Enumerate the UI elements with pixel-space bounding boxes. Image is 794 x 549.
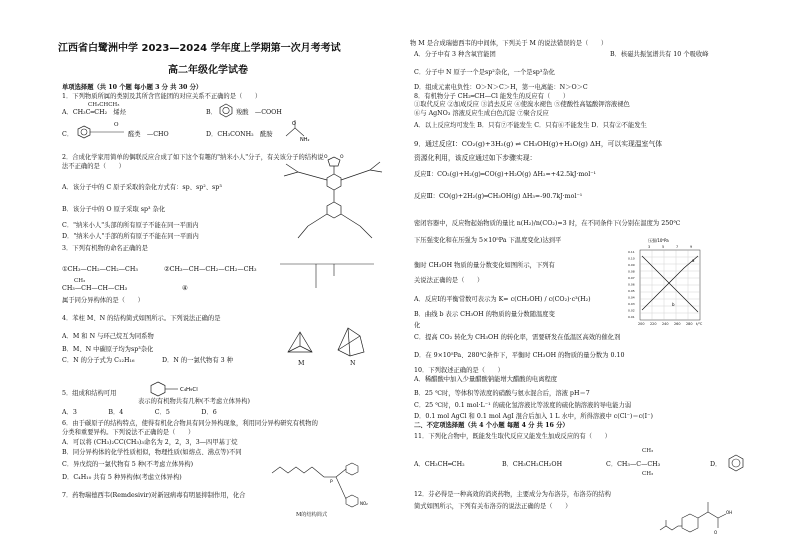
prismane-structures-figure — [278, 322, 378, 362]
methanol-fraction-graph — [626, 236, 706, 326]
q3-tail: 属于同分异构体的是（ ） — [62, 297, 144, 304]
q8-reactions-cont: ⑥与 AgNO₃ 溶液反应生成白色沉淀 ⑦聚合反应 — [414, 110, 549, 117]
graph-y-tick: 0.03 — [628, 302, 635, 306]
compound-m-caption: M的结构简式 — [296, 512, 328, 518]
q6-option-a: A．可以将 (CH₃)₂CC(CH₃)₃命名为 2，2，3，3—四甲基丁烷 — [62, 439, 238, 446]
q3-item-4: ④ — [182, 285, 188, 292]
question-2: 2．合成化学家用简单的偶联反应合成了如下这个有趣的"纳米小人"分子，有关该分子的结构说 — [62, 154, 324, 161]
q8-options: A．以上反应均可发生 B．只有⑦不能发生 C．只有⑥不能发生 D．只有②不能发生 — [414, 122, 647, 129]
branched-alkane-figure — [276, 252, 380, 298]
right-column — [410, 0, 780, 549]
graph-top-tick: 7 — [676, 245, 679, 249]
q9-conditions-3: 衡时 CH₃OH 物质的量分数变化如图所示，下列有 — [414, 262, 555, 269]
graph-x-tick: 200 — [638, 322, 645, 326]
q4-option-b: B．M、N 中碳原子均为sp³杂化 — [62, 346, 154, 353]
ester-structure-icon — [76, 124, 126, 140]
amide-structure-icon — [282, 118, 308, 142]
q11-option-b: B．CH₃CH₂CH₂OH — [502, 461, 563, 468]
q1-option-d: D．CH₃CONH₂ 酰胺 — [206, 131, 273, 138]
q4-option-d: D．N 的一氯代物有 3 种 — [162, 357, 233, 364]
graph-x-unit: t/℃ — [696, 322, 703, 326]
question-9: 9．通过反应Ⅰ：CO₂(g)+3H₂(g) ⇌ CH₃OH(g)+H₂O(g) ΔH，可以实现温室气体 — [414, 140, 663, 148]
ibuprofen-structure-figure — [656, 494, 740, 540]
graph-top-label: 压强/10⁵Pa — [648, 238, 669, 243]
q7-option-d: D．组成元素电负性：O＞N＞C＞H，第一电离能：N＞O＞C — [414, 84, 588, 91]
q4-label-m: M — [298, 360, 305, 367]
q3-item-1: ①CH₃—CH₂—CH₂—CH₃ — [62, 266, 138, 273]
q2-option-b: B．该分子中的 O 原子采取 sp³ 杂化 — [62, 206, 166, 213]
question-8: 8．有机物分子 CH₂═CH—Cl 能发生的反应有（ ） — [414, 93, 570, 100]
graph-x-tick: 240 — [662, 322, 669, 326]
graph-x-tick: 260 — [674, 322, 681, 326]
q9-option-a: A．反应Ⅰ的平衡常数可表示为 K= c(CH₃OH) / c(CO₂)·c³(H₂) — [414, 296, 591, 303]
graph-y-tick: 0.07 — [628, 276, 635, 280]
question-4: 4．苯柱 M、N 的结构简式如图所示。下列说法正确的是 — [62, 315, 221, 322]
section-2-heading: 二、不定项选择题（共 4 个小题 每题 4 分 共 16 分） — [414, 422, 569, 429]
q9-conditions-1: 密闭容器中，反应物起始物质的量比 n(H₂)/n(CO₂)=3 时，在不同条件下(分别在温度为 250℃ — [414, 220, 681, 227]
svg-text:O: O — [714, 530, 718, 535]
benzene-ring-icon — [218, 103, 234, 117]
q6-option-c: C．异戊烷的一氯代物有 5 种(不考虑立体异构) — [62, 461, 194, 468]
graph-y-tick: 0.09 — [628, 263, 635, 267]
question-10: 10．下列叙述正确的是（ ） — [414, 367, 504, 374]
curve-b-label: b — [672, 302, 675, 307]
q4-option-c: C．N 的分子式为 C₁₂H₁₆ — [62, 357, 135, 364]
q4-label-n: N — [350, 360, 356, 367]
graph-y-tick: 0.05 — [628, 289, 635, 293]
question-2-cont: 法不正确的是（ ） — [62, 163, 125, 170]
q2-option-d: D．"纳米小人"手部的所有原子不能在同一平面内 — [62, 233, 199, 240]
curve-a-label: a — [692, 258, 695, 263]
q10-option-c: C．25 ℃时，0.1 mol·L⁻¹ 的硫化氢溶液比等浓度的硫化钠溶液的导电能力弱 — [414, 402, 632, 409]
q9-reaction-3: 反应Ⅲ：CO(g)+2H₂(g)═CH₃OH(g) ΔH₃=-90.7kJ·mol⁻¹ — [414, 193, 583, 200]
graph-y-tick: 0.02 — [628, 308, 635, 313]
q1-c-carbonyl: O — [114, 122, 119, 128]
q4-option-a: A．M 和 N 与环己烷互为同系物 — [62, 333, 154, 340]
q9-option-b-cont: 化 — [414, 322, 421, 329]
svg-text:C₄H₉Cl: C₄H₉Cl — [180, 387, 198, 393]
q10-option-a: A．稀醋酸中加入少量醋酸钠能增大醋酸的电离程度 — [414, 376, 558, 383]
graph-y-tick: 0.08 — [628, 269, 635, 274]
q9-conditions-2: 下压强变化和在压强为 5×10⁵Pa 下温度变化)达到平 — [414, 237, 562, 244]
q3-item-3-branch: CH₃ — [74, 278, 86, 284]
svg-text:NH₂: NH₂ — [300, 137, 310, 143]
question-5-cont: 表示的有机物共有几种(不考虑立体异构) — [138, 398, 250, 405]
q1-option-c: C． — [62, 131, 74, 138]
q5-options: A．3 B．4 C．5 D．6 — [62, 409, 217, 416]
q7-option-b: B．核磁共振氢谱共有 10 个吸收峰 — [610, 51, 709, 58]
graph-top-tick: 5 — [662, 245, 665, 249]
q11-option-a: A．CH₃CH═CH₂ — [414, 461, 465, 468]
curve-b — [642, 256, 698, 312]
q7-option-a: A．分子中有 3 种含氧官能团 — [414, 51, 496, 58]
question-6: 6．由于碳原子的结构特点，使得有机化合物具有同分异构现象，利用同分异构研究有机物的 — [62, 420, 318, 427]
question-11: 11．下列化合物中，既能发生取代反应又能发生加成反应的有（ ） — [414, 433, 611, 440]
q7-cont: 物 M 是合成瑞德西韦的中间体，下列关于 M 的说法错误的是（ ） — [410, 40, 608, 47]
svg-text:P: P — [330, 480, 333, 485]
q1-a-branch: CH₃CHCH₃ — [88, 102, 120, 108]
q9-option-d: D．在 9×10⁵Pa、280℃条件下，平衡时 CH₃OH 的物质的量分数为 0.10 — [414, 352, 625, 359]
q1-option-a: A．CH₃C═CH₂ 烯烃 — [62, 109, 127, 116]
q1-option-c-tail: 醛类 —CHO — [128, 131, 169, 138]
question-7: 7．药物瑞德西韦(Remdesivir)对新冠病毒有明显抑制作用，化合 — [62, 492, 246, 499]
q11-option-d: D． — [710, 461, 722, 468]
graph-grid — [640, 250, 700, 320]
graph-y-tick: 0.01 — [628, 315, 635, 319]
section-heading: 单项选择题（共 10 个题 每小题 3 分 共 30 分） — [62, 84, 203, 91]
q11-benzene-icon — [726, 454, 746, 472]
question-3: 3．下列有机物的命名正确的是 — [62, 245, 148, 252]
q2-option-a: A．该分子中的 C 原子采取的杂化方式有：sp、sp²、sp³ — [62, 184, 222, 191]
svg-text:O: O — [340, 155, 344, 160]
q5-structure-figure — [148, 380, 218, 398]
q3-item-3: CH₃—CH—CH—CH₃ — [62, 285, 128, 292]
graph-y-tick: 0.10 — [628, 256, 635, 261]
q7-option-c: C．分子中 N 原子一个是sp²杂化，一个是sp³杂化 — [414, 69, 555, 76]
q9-conditions-4: 关说法正确的是（ ） — [414, 277, 484, 284]
nanoputian-molecule-figure — [268, 152, 388, 244]
graph-top-tick: 3 — [648, 245, 651, 249]
q6-option-d: D．C₄H₁₀ 共有 5 种异构体(考虑立体异构) — [62, 474, 182, 481]
svg-text:O: O — [292, 121, 296, 127]
graph-top-tick: 9 — [690, 245, 693, 249]
graph-x-tick: 220 — [650, 322, 657, 326]
q8-reactions: ①取代反应 ②加成反应 ③消去反应 ④使溴水褪色 ⑤使酸性高锰酸钾溶液褪色 — [414, 101, 630, 108]
question-6-cont: 分类和重要异构。下列说法不正确的是（ ） — [62, 429, 195, 436]
svg-text:NO₂: NO₂ — [360, 501, 368, 506]
q11-option-c: C．CH₃—C—CH₃ — [606, 461, 661, 468]
svg-text:O: O — [324, 155, 328, 160]
q11-c-bottom: CH₃ — [642, 471, 654, 477]
question-12-cont: 简式如图所示，下列有关布洛芬的说法正确的是（ ） — [414, 503, 572, 510]
exam-title: 江西省白鹭洲中学 2023—2024 学年度上学期第一次月考考试 — [58, 43, 341, 54]
q10-option-b: B．25 ℃时，等体积等浓度的硝酸与氨水混合后，溶液 pH＝7 — [414, 390, 590, 397]
question-9-cont: 资源化利用，该反应通过如下步骤实现： — [414, 154, 537, 162]
q9-option-b: B．曲线 b 表示 CH₃OH 的物质的量分数随温度变 — [414, 311, 555, 318]
q3-item-2: ②CH₃—CH—CH₂—CH₂—CH₃ — [164, 266, 257, 273]
q10-option-d: D．0.1 mol AgCl 和 0.1 mol AgI 混合后加入 1 L 水中，所得溶液中 c(Cl⁻)＝c(I⁻) — [414, 413, 653, 420]
q1-option-b: B． — [206, 109, 217, 116]
q9-option-c: C．提高 CO₂ 转化为 CH₃OH 的转化率，需要研发在低温区高效的催化剂 — [414, 334, 621, 341]
q9-reaction-2: 反应Ⅱ：CO₂(g)+H₂(g)═CO(g)+H₂O(g) ΔH₂=+42.5kJ·mol⁻¹ — [414, 171, 597, 178]
question-5: 5．组成和结构可用 — [62, 390, 117, 397]
svg-text:OH: OH — [726, 510, 733, 515]
q2-option-c: C．"纳米小人"头部的所有原子不能在同一平面内 — [62, 222, 199, 229]
q11-c-top: CH₃ — [642, 448, 654, 454]
graph-y-tick: 0.04 — [628, 295, 635, 300]
exam-subtitle: 高二年级化学试卷 — [168, 65, 248, 76]
q1-option-b-tail: 羧酸 —COOH — [236, 109, 282, 116]
graph-y-tick: 0.06 — [628, 282, 635, 287]
q6-option-b: B．同分异构体的化学性质相似，物理性质(如熔点、沸点等)不同 — [62, 449, 242, 456]
left-column — [58, 0, 398, 549]
question-12: 12．芬必得是一种高效的消炎药物，主要成分为布洛芬，布洛芬的结构 — [414, 491, 611, 498]
graph-y-tick: 0.11 — [628, 250, 635, 254]
question-1: 1．下列物质所属的类别及其所含官能团的对应关系不正确的是（ ） — [62, 93, 262, 100]
compound-m-structure-figure — [268, 455, 378, 515]
graph-x-tick: 280 — [686, 322, 693, 326]
